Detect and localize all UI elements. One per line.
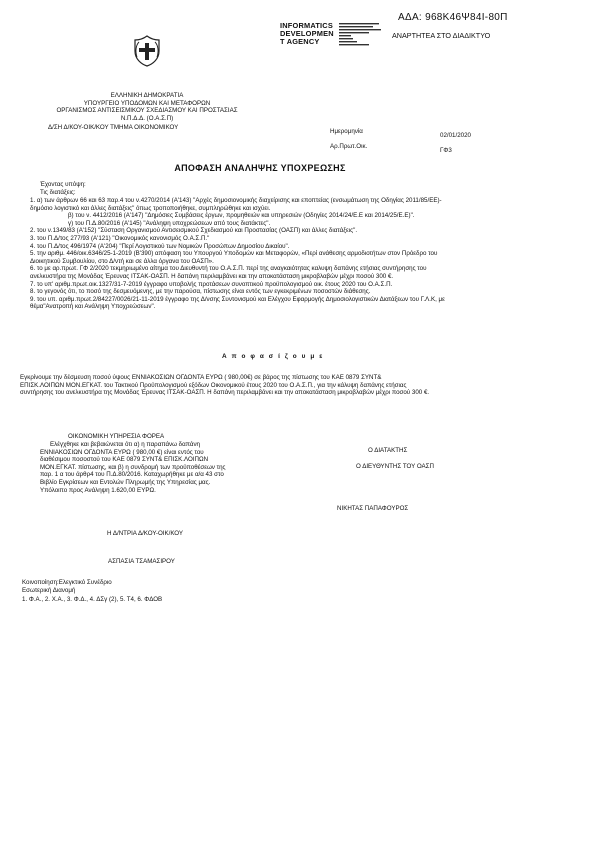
list-item: 6. το με αρ.πρωτ. ΓΦ 2/2020 τεκμηριωμένο αίτημα του Διευθυντή του Ο.Α.Σ.Π. περί της αναγκαιότητας καλυψη δαπάνης ετήσιας συντήρησης του: [30, 265, 427, 273]
sender-line: ΥΠΟΥΡΓΕΙΟ ΥΠΟΔΟΜΩΝ ΚΑΙ ΜΕΤΑΦΟΡΩΝ: [83, 99, 211, 107]
finance-line: διαθέσιμου ποσοστού του ΚΑΕ 0879 ΣΥΝΤ& ΕΠΙΣΚ.ΛΟΙΠΩΝ: [40, 456, 209, 464]
finance-heading: ΟΙΚΟΝΟΜΙΚΗ ΥΠΗΡΕΣΙΑ ΦΟΡΕΑ: [68, 433, 165, 440]
distribution-block: [22, 579, 162, 604]
provisions-intro: Τις διατάξεις:: [40, 189, 76, 196]
date-label: Ημερομηνία: [330, 128, 363, 135]
list-item: θέμα"Ανατροπή και Ανάληψη Υποχρεώσεων".: [30, 303, 156, 311]
list-item: 7. το υπ' αριθμ.πρωτ.οικ.1327/31-7-2019 έγγραφο υποβολής προτάσεων συνοπτικού προϋπολογισμού οικ. έτους 2020 του Ο.Α.Σ.Π.: [30, 280, 393, 288]
list-item: δημόσιο λογιστικό και άλλες διατάξεις" όπως τροποποιήθηκε, συμπληρώθηκε και ισχύει.: [30, 204, 271, 212]
list-item: 9. του υπ. αριθμ.πρωτ.2/84227/0026/21-11-2019 έγγραφο της Δ/νσης Συντονισμού και Ελέγχου Εφαρμογής Δημοσιολογιστικών Διατάξεων του Γ.Λ.Κ, με: [30, 295, 445, 303]
protocol-value: ΓΦ3: [440, 147, 452, 154]
list-item: Διοικητικού Συμβουλίου, στο Δ/ντή και σε άλλα όργανα του ΟΑΣΠ».: [30, 257, 214, 265]
agency-logo-fineprint-icon: [339, 22, 391, 57]
approval-line: συντήρησης του ανελκυστήρα της Μονάδας Έρευνας ΙΤΣΑΚ-ΟΑΣΠ. Η δαπάνη περιλαμβάνει και την αποκατάσταση μικροβλαβών μέχρι ποσού 300 €.: [20, 389, 430, 397]
director-title: Ο ΔΙΕΥΘΥΝΤΗΣ ΤΟΥ ΟΑΣΠ: [356, 463, 434, 470]
finance-line: παρ. 1 α του άρθρ4 του Π.Δ.80/2016. Καταχωρήθηκε με α/α 43 στο: [40, 471, 224, 479]
finance-line: ΜΟΝ.ΕΓΚΑΤ. πίστωσης, και β) η συνδρομή των προϋποθέσεων της: [40, 463, 226, 471]
protocol-label: Αρ.Πρωτ.Οικ.: [330, 143, 368, 150]
agency-line: INFORMATICS: [280, 21, 333, 30]
finance-signatory: ΑΣΠΑΣΙΑ ΤΣΑΜΑΣΙΡΟΥ: [108, 558, 175, 565]
agency-line: DEVELOPMEN: [280, 29, 334, 39]
list-item: 1. α) των άρθρων 66 και 63 παρ.4 του ν.4270/2014 (Α'143) "Αρχές δημοσιονομικής διαχείρισης και εποπτείας (ενσωμάτωση της Οδηγίας 2011/85/ΕΕ)-: [30, 197, 442, 204]
greek-emblem-icon: [133, 35, 161, 72]
internal-line: Εσωτερική Διανομή: [22, 586, 76, 594]
agency-line: T AGENCY: [280, 37, 320, 47]
posted-online-label: ΑΝΑΡΤΗΤΕΑ ΣΤΟ ΔΙΑΔΙΚΤΥΟ: [392, 31, 491, 40]
date-value: 02/01/2020: [440, 132, 471, 139]
list-item: γ) του Π.Δ.80/2016 (Α'145) "Ανάληψη υποχρεώσεων από τους διατάκτες".: [68, 219, 271, 227]
finance-line: ΕΝΝΙΑΚΟΣΙΩΝ ΟΓΔΟΝΤΑ ΕΥΡΩ ( 980,00 €) είναι εντός του: [40, 448, 204, 456]
list-item: ανελκυστήρα της Μονάδας Έρευνας ΙΤΣΑΚ-ΟΑΣΠ. Η δαπάνη περιλαμβάνει και την αποκατάσταση μικροβλαβών μέχρι ποσού 300 €.: [30, 272, 394, 280]
list-item: β) του ν. 4412/2016 (Α'147) "Δημόσιες Συμβάσεις έργων, προμηθειών και υπηρεσιών (Οδηγίες 2014/24/Ε.Ε και 2014/25/Ε.Ε)".: [68, 212, 415, 220]
provisions-list: [30, 197, 445, 311]
finance-line: Βιβλίο Εγκρίσεων και Εντολών Πληρωμής της Υπηρεσίας μας.: [40, 478, 211, 486]
finance-text: [40, 441, 226, 494]
sender-line: ΕΛΛΗΝΙΚΗ ΔΗΜΟΚΡΑΤΙΑ: [110, 92, 184, 99]
cc-line: Κοινοποίηση:Ελεγκτικό Συνέδριο: [22, 579, 112, 586]
agency-logo-text: [280, 22, 334, 47]
finance-line: Ελέγχθηκε και βεβαιώνεται ότι α) η παραπάνω δαπάνη: [50, 441, 200, 448]
list-item: 5. την αριθμ. 446/οικ.6346/25-1-2019 (Β'390) απόφαση του Υπουργού Υποδομών και Μεταφορών, «Περί ανάθεσης αρμοδιοτήτων στον Πρόεδρο του: [30, 250, 438, 258]
sender-line: ΟΡΓΑΝΙΣΜΟΣ ΑΝΤΙΣΕΙΣΜΙΚΟΥ ΣΧΕΔΙΑΣΜΟΥ ΚΑΙ ΠΡΟΣΤΑΣΙΑΣ: [56, 107, 238, 115]
list-item: 3. του Π.Δ/τος 277/93 (Α'121) "Οικονομικός κανονισμός Ο.Α.Σ.Π.": [30, 234, 210, 242]
approval-line: Εγκρίνουμε την δέσμευση ποσού ύψους ΕΝΝΙΑΚΟΣΙΩΝ ΟΓΔΟΝΤΑ ΕΥΡΩ ( 980,00€) σε βάρος της πίστωσης του ΚΑΕ 0879 ΣΥΝΤ&: [20, 374, 382, 381]
sender-block: [20, 92, 274, 122]
list-item: 2. του ν.1349/83 (Α'152) "Σύσταση Οργανισμού Αντισεισμικού Σχεδιασμού και Προστασίας (ΟΑΣΠ) και άλλες διατάξεις".: [30, 227, 358, 235]
considering-intro: Έχοντας υπόψη:: [40, 181, 86, 188]
finance-directorate: Η Δ/ΝΤΡΙΑ Δ/ΚΟΥ-ΟΙΚ/ΚΟΥ: [107, 530, 184, 537]
director-role: Ο ΔΙΑΤΑΚΤΗΣ: [368, 447, 408, 454]
department-line: Δ/ΣΗ Δ/ΚΟΥ-ΟΙΚ/ΚΟΥ ΤΜΗΜΑ ΟΙΚΟΝΟΜΙΚΟΥ: [48, 124, 179, 131]
sender-line: Ν.Π.Δ.Δ. (Ο.Α.Σ.Π): [120, 114, 174, 122]
distribution-list: 1. Φ.Α., 2. Χ.Α., 3. Φ.Δ., 4. ΔΣγ (2), 5. Τ4, 6. ΦΔΟΒ: [22, 596, 163, 604]
approval-line: ΕΠΙΣΚ.ΛΟΙΠΩΝ ΜΟΝ.ΕΓΚΑΤ. του Τακτικού Προϋπολογισμού εξόδων Οικονομικού έτους 2020 του Ο.Α.Σ.Π., για την κάλυψη δαπάνης ετήσιας: [20, 381, 407, 389]
finance-line: Υπόλοιπο προς Ανάληψη 1.620,00 ΕΥΡΩ.: [40, 486, 156, 494]
list-item: 4. του Π.Δ/τος 496/1974 (Α'204) "Περί Λογιστικού των Νομικών Προσώπων Δημοσίου Δικαίου".: [30, 242, 290, 250]
document-title: ΑΠΟΦΑΣΗ ΑΝΑΛΗΨΗΣ ΥΠΟΧΡΕΩΣΗΣ: [174, 163, 346, 173]
ada-number: ΑΔΑ: 968Κ46Ψ84Ι-80Π: [398, 12, 508, 23]
director-name: ΝΙΚΗΤΑΣ ΠΑΠΑΦΟΥΡΟΣ: [337, 505, 409, 512]
decide-heading: Α π ο φ α σ ί ζ ο υ μ ε: [222, 353, 324, 360]
approval-text: [20, 374, 429, 397]
list-item: 8. το γεγονός ότι, το ποσό της δεσμευόμενης, με την παρούσα, πίστωσης είναι εντός των εγκεκριμένων ποσοστών διάθεσης.: [30, 288, 371, 296]
